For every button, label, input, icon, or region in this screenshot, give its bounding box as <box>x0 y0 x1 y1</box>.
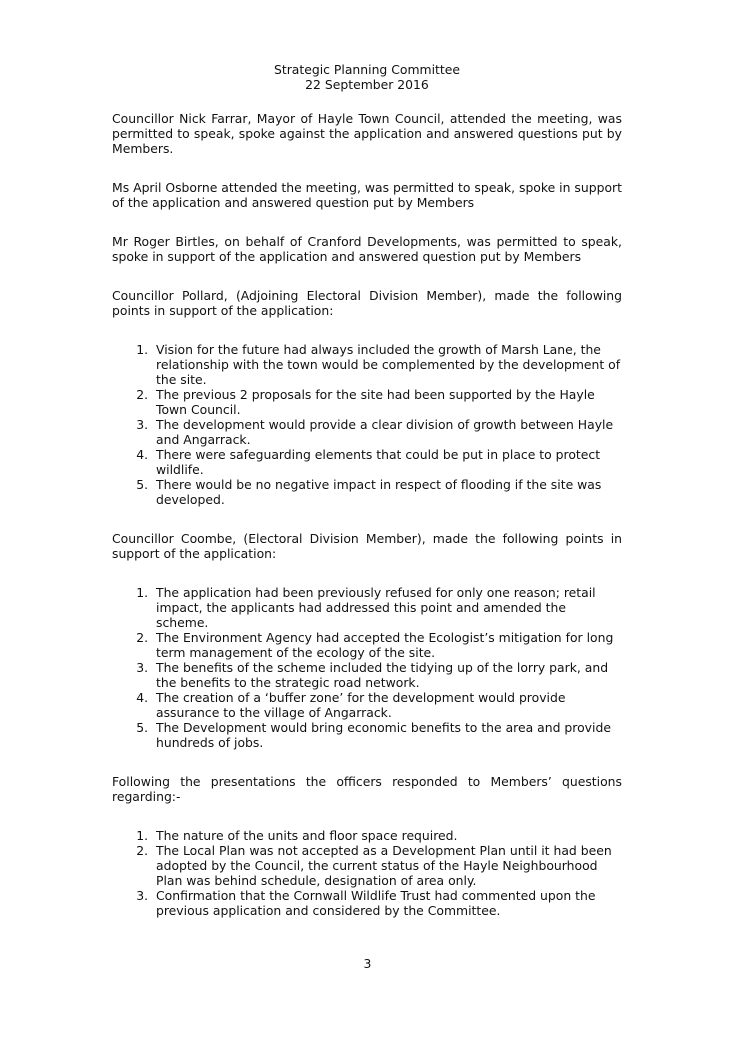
document-header <box>112 62 622 92</box>
officer-points-list <box>112 828 622 918</box>
list-item: 2. The previous 2 proposals for the site had been supported by the Hayle Town Council. <box>152 387 622 417</box>
list-item: 3. The development would provide a clear division of growth between Hayle and Angarrack. <box>152 417 622 447</box>
list-item: 5. There would be no negative impact in respect of flooding if the site was developed. <box>152 477 622 507</box>
committee-title: Strategic Planning Committee <box>273 62 461 77</box>
list-item: 2. The Environment Agency had accepted the Ecologist’s mitigation for long term management of the ecology of the site. <box>152 630 622 660</box>
list-item: 4. The creation of a ‘buffer zone’ for the development would provide assurance to the village of Angarrack. <box>152 690 622 720</box>
paragraph-farrar: Councillor Nick Farrar, Mayor of Hayle Town Council, attended the meeting, was permitted to speak, spoke against the application and answered questions put by Members. <box>112 111 622 156</box>
meeting-date: 22 September 2016 <box>305 77 429 92</box>
list-item: 2. The Local Plan was not accepted as a Development Plan until it had been adopted by the Council, the current status of the Hayle Neighbourhood Plan was behind schedule, designation of area only. <box>152 843 622 888</box>
list-item: 5. The Development would bring economic benefits to the area and provide hundreds of jobs. <box>152 720 622 750</box>
paragraph-coombe-intro: Councillor Coombe, (Electoral Division Member), made the following points in support of the application: <box>112 531 622 561</box>
page-number: 3 <box>363 956 372 971</box>
paragraph-officers-intro: Following the presentations the officers responded to Members’ questions regarding:- <box>112 774 622 804</box>
coombe-points-list <box>112 585 622 750</box>
pollard-points-list <box>112 342 622 507</box>
document-content <box>112 62 622 942</box>
paragraph-birtles: Mr Roger Birtles, on behalf of Cranford Developments, was permitted to speak, spoke in support of the application and answered question put by Members <box>112 234 622 264</box>
list-item: 1. Vision for the future had always included the growth of Marsh Lane, the relationship with the town would be complemented by the development of the site. <box>152 342 622 387</box>
list-item: 1. The application had been previously refused for only one reason; retail impact, the applicants had addressed this point and amended the scheme. <box>152 585 622 630</box>
list-item: 3. Confirmation that the Cornwall Wildlife Trust had commented upon the previous application and considered by the Committee. <box>152 888 622 918</box>
paragraph-pollard-intro: Councillor Pollard, (Adjoining Electoral Division Member), made the following points in support of the application: <box>112 288 622 318</box>
list-item: 1. The nature of the units and floor space required. <box>152 828 622 843</box>
list-item: 4. There were safeguarding elements that could be put in place to protect wildlife. <box>152 447 622 477</box>
list-item: 3. The benefits of the scheme included the tidying up of the lorry park, and the benefits to the strategic road network. <box>152 660 622 690</box>
paragraph-osborne: Ms April Osborne attended the meeting, was permitted to speak, spoke in support of the application and answered question put by Members <box>112 180 622 210</box>
